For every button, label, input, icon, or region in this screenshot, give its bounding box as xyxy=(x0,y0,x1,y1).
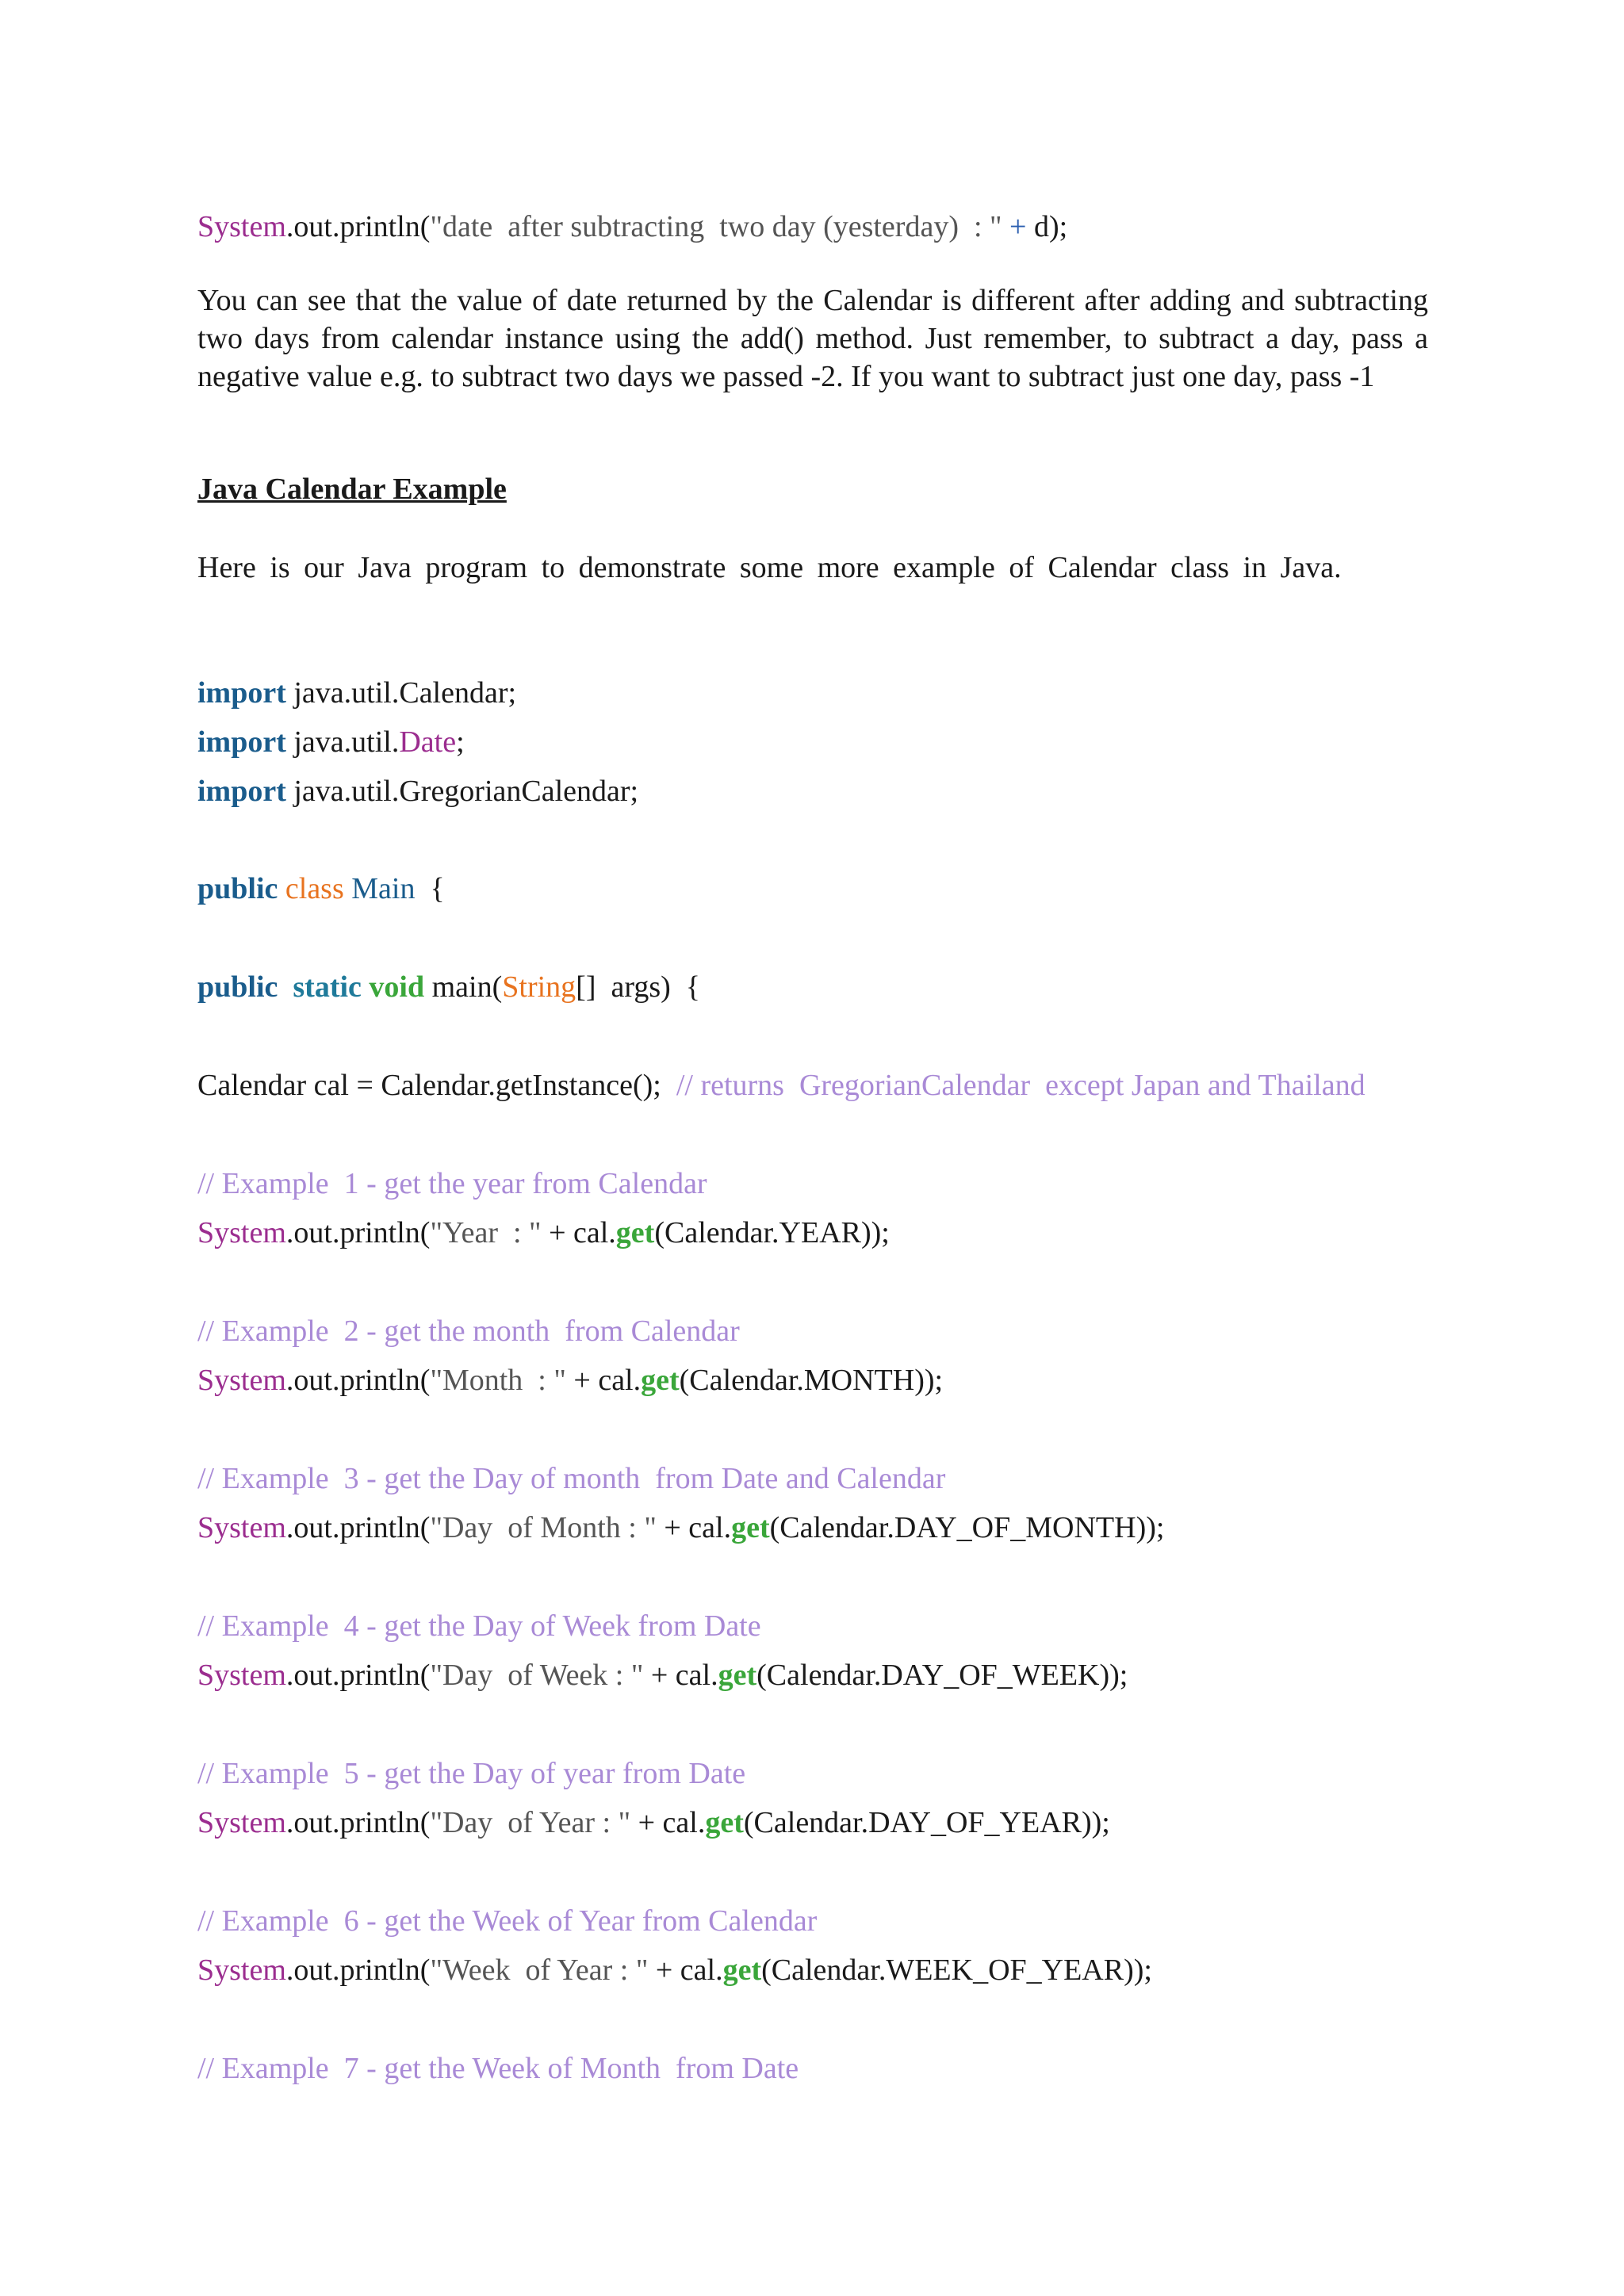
example-comment: // Example 4 - get the Day of Week from Date xyxy=(197,1609,761,1643)
example-comment: // Example 7 - get the Week of Month from Date xyxy=(197,2052,799,2085)
import-line: import java.util.Date; xyxy=(197,725,465,759)
calendar-instance-line: Calendar cal = Calendar.getInstance(); // returns GregorianCalendar except Japan and Thailand xyxy=(197,1069,1365,1102)
example-println: System.out.println("Day of Week : " + cal.get(Calendar.DAY_OF_WEEK)); xyxy=(197,1659,1128,1692)
example-comment: // Example 5 - get the Day of year from Date xyxy=(197,1757,746,1790)
main-method-declaration: public static void main(String[] args) { xyxy=(197,970,700,1004)
example-println: System.out.println("Week of Year : " + cal.get(Calendar.WEEK_OF_YEAR)); xyxy=(197,1954,1152,1987)
example-println: System.out.println("Day of Month : " + cal.get(Calendar.DAY_OF_MONTH)); xyxy=(197,1511,1165,1544)
code-line-subtract: System.out.println("date after subtracting two day (yesterday) : " + d); xyxy=(197,210,1068,243)
import-line: import java.util.GregorianCalendar; xyxy=(197,775,639,808)
class-declaration: public class Main { xyxy=(197,872,445,905)
paragraph-intro: Here is our Java program to demonstrate some more example of Calendar class in Java. xyxy=(197,551,1342,584)
paragraph-explanation: You can see that the value of date returned by the Calendar is different after adding and subtracting two days from calendar instance using the add() method. Just remember, to subtract a day, pass a negative value e.g. to subtract two days we passed -2. If you want to subtract just one day, pass -1 xyxy=(197,284,1428,393)
example-println: System.out.println("Year : " + cal.get(Calendar.YEAR)); xyxy=(197,1216,890,1249)
section-heading: Java Calendar Example xyxy=(197,473,507,506)
example-println: System.out.println("Day of Year : " + cal.get(Calendar.DAY_OF_YEAR)); xyxy=(197,1806,1110,1839)
example-comment: // Example 2 - get the month from Calendar xyxy=(197,1314,740,1348)
example-comment: // Example 1 - get the year from Calendar xyxy=(197,1167,707,1200)
example-comment: // Example 6 - get the Week of Year from Calendar xyxy=(197,1904,818,1938)
import-line: import java.util.Calendar; xyxy=(197,676,517,710)
example-comment: // Example 3 - get the Day of month from Date and Calendar xyxy=(197,1462,946,1495)
example-println: System.out.println("Month : " + cal.get(Calendar.MONTH)); xyxy=(197,1364,944,1397)
